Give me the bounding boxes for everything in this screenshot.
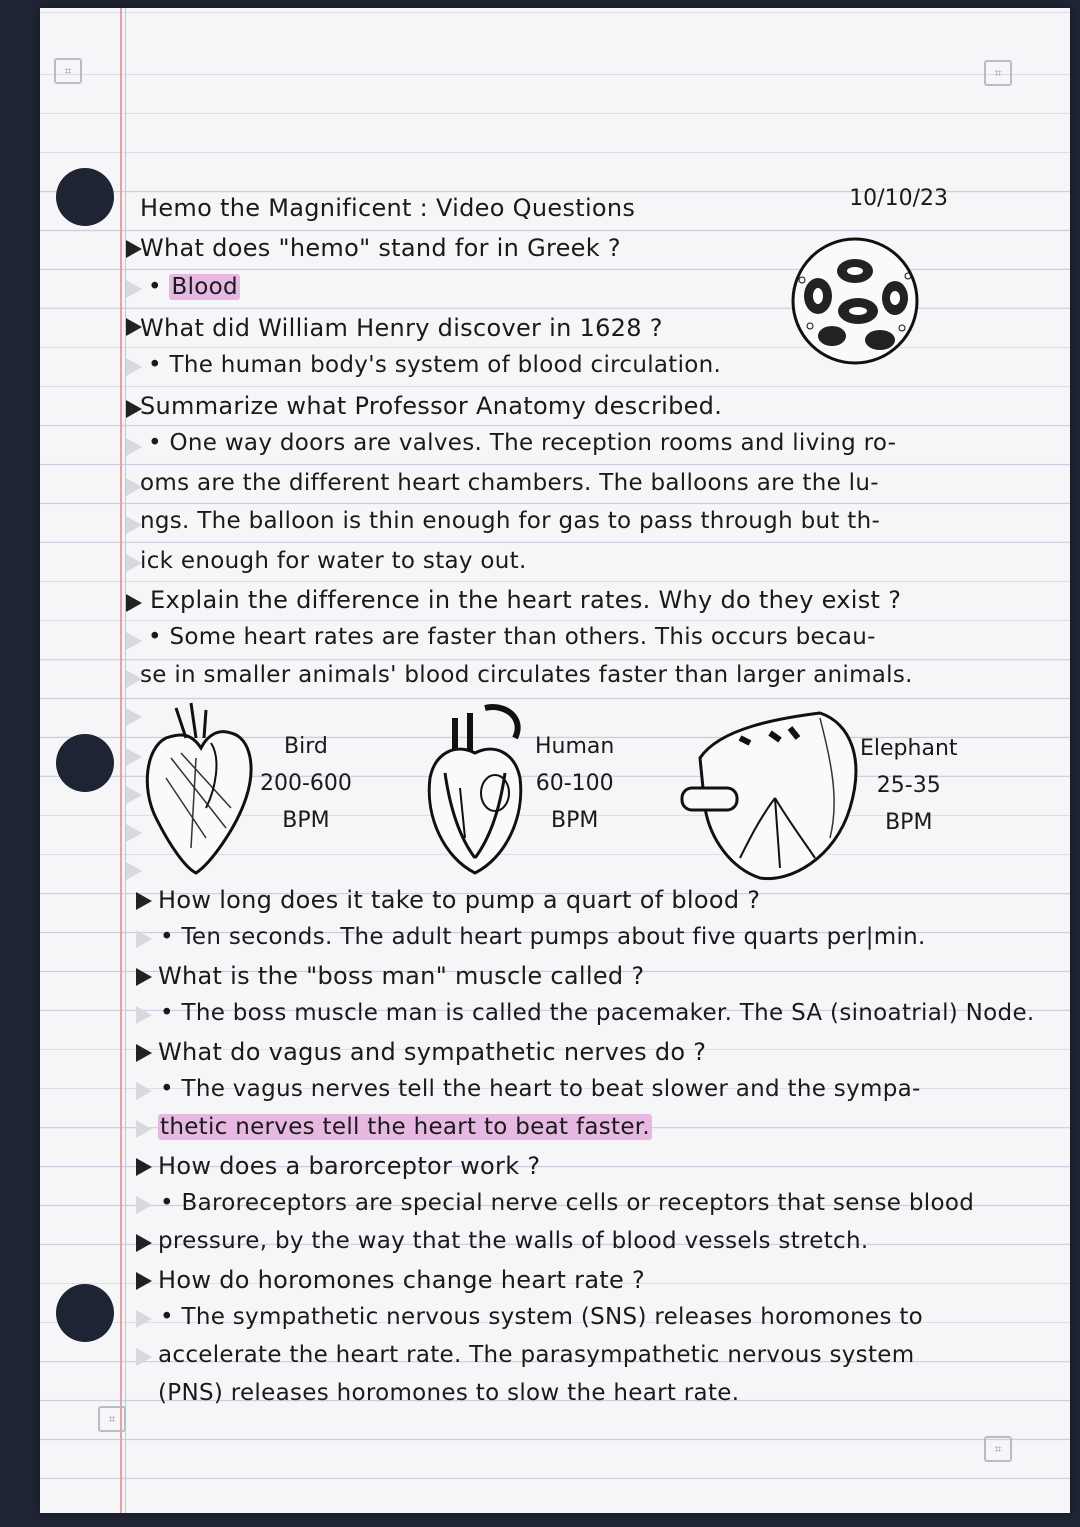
binder-hole [56, 168, 114, 226]
answer: • The human body's system of blood circulation. [148, 352, 721, 378]
answer: pressure, by the way that the walls of blood vessels stretch. [158, 1228, 869, 1254]
question: Summarize what Professor Anatomy described. [140, 392, 723, 420]
notebook-page [40, 8, 1070, 1513]
human-heart-drawing [415, 698, 535, 878]
heart-label-elephant: Elephant 25-35 BPM [860, 736, 958, 835]
question: Explain the difference in the heart rates. Why do they exist ? [150, 586, 902, 614]
question: How do horomones change heart rate ? [158, 1266, 646, 1294]
date: 10/10/23 [849, 186, 948, 211]
page-title: Hemo the Magnificent : Video Questions [140, 194, 636, 222]
corner-mark-icon: ⌗ [984, 60, 1012, 86]
answer: • Some heart rates are faster than others. This occurs becau- [148, 624, 876, 650]
elephant-heart-drawing [680, 698, 870, 888]
question: What does "hemo" stand for in Greek ? [140, 234, 621, 262]
answer: oms are the different heart chambers. The balloons are the lu- [140, 470, 879, 496]
answer: ick enough for water to stay out. [140, 548, 527, 574]
corner-mark-icon: ⌗ [54, 58, 82, 84]
answer: accelerate the heart rate. The parasympathetic nervous system [158, 1342, 915, 1368]
question: What do vagus and sympathetic nerves do ? [158, 1038, 707, 1066]
question: What did William Henry discover in 1628 ? [140, 314, 663, 342]
blood-cell-drawing [780, 236, 930, 366]
binder-hole [56, 734, 114, 792]
margin-line [120, 8, 122, 1513]
answer: • Baroreceptors are special nerve cells or receptors that sense blood [160, 1190, 974, 1216]
answer: se in smaller animals' blood circulates faster than larger animals. [140, 662, 913, 688]
answer: thetic nerves tell the heart to beat faster. [160, 1114, 651, 1140]
answer: • One way doors are valves. The reception rooms and living ro- [148, 430, 896, 456]
question: How does a barorceptor work ? [158, 1152, 541, 1180]
bird-heart-drawing [136, 698, 266, 878]
answer: • The vagus nerves tell the heart to beat slower and the sympa- [160, 1076, 921, 1102]
question: How long does it take to pump a quart of blood ? [158, 886, 761, 914]
answer: • Ten seconds. The adult heart pumps about five quarts per|min. [160, 924, 926, 950]
binder-hole [56, 1284, 114, 1342]
question: What is the "boss man" muscle called ? [158, 962, 645, 990]
answer: • The boss muscle man is called the pacemaker. The SA (sinoatrial) Node. [160, 1000, 1035, 1026]
answer: • The sympathetic nervous system (SNS) releases horomones to [160, 1304, 923, 1330]
answer: • Blood [148, 274, 240, 300]
heart-label-human: Human 60-100 BPM [535, 734, 615, 833]
corner-mark-icon: ⌗ [984, 1436, 1012, 1462]
corner-mark-icon: ⌗ [98, 1406, 126, 1432]
answer: (PNS) releases horomones to slow the heart rate. [158, 1380, 740, 1406]
answer: ngs. The balloon is thin enough for gas to pass through but th- [140, 508, 881, 534]
heart-label-bird: Bird 200-600 BPM [260, 734, 352, 833]
